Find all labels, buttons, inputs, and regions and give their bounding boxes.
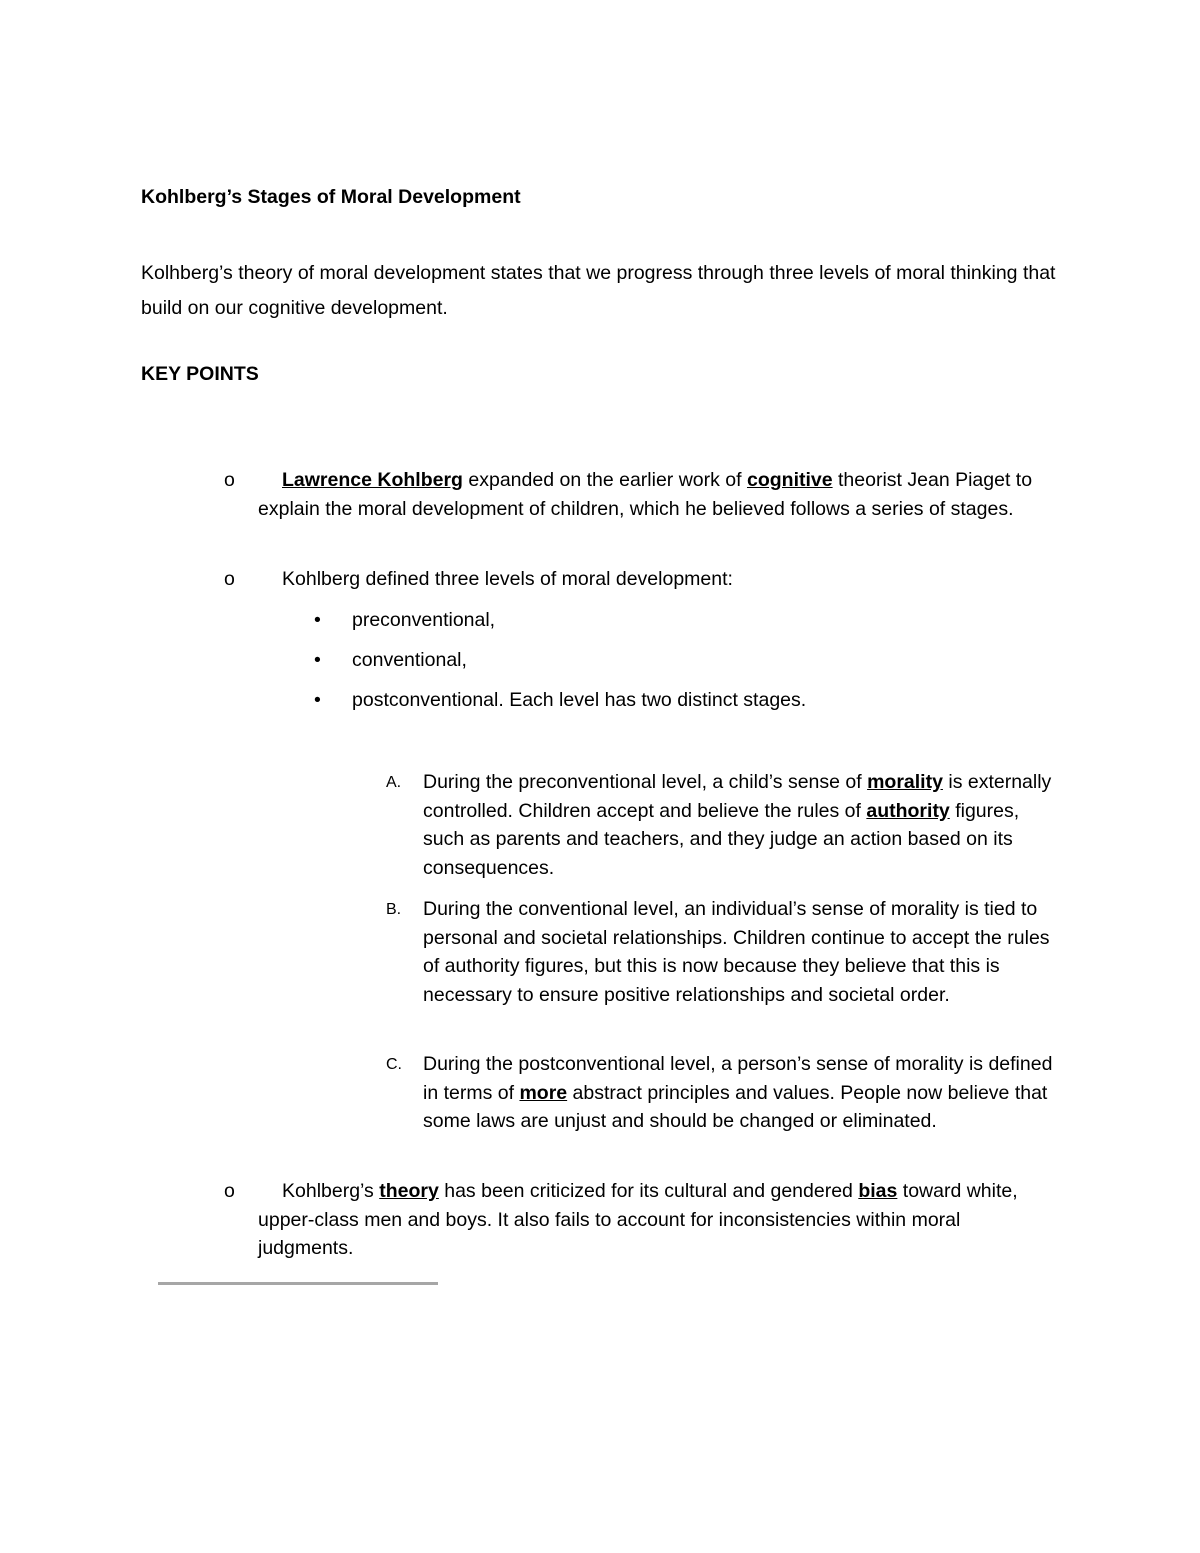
stage-text: During the postconventional level, a person’s sense of morality is defined in terms of [423,1053,1053,1104]
list-marker: o [224,469,235,491]
keyword-link[interactable]: theory [379,1180,439,1202]
list-marker: o [224,1180,235,1202]
list-item [314,646,1052,686]
stage-text: abstract principles and values. People now believe that some laws are unjust and should be changed or eliminated. [423,1081,1048,1133]
stage-text: figures, such as parents and teachers, and they judge an action based on its consequences. [423,799,1020,879]
bullet-icon: • [314,609,321,631]
keyword-link[interactable]: more [519,1081,568,1104]
stage-text: is externally controlled. Children accept and believe the rules of [423,771,1052,822]
stage-letter: B. [386,901,402,918]
key-point-3 [224,1177,1058,1263]
divider [158,1282,438,1285]
keyword-link[interactable]: authority [866,799,950,822]
level-label: conventional, [352,649,467,671]
bullet-icon: • [314,689,321,711]
key-point-text: toward white, upper-class men and boys. It also fails to account for inconsistencies within moral judgments. [258,1180,1018,1260]
stage-letter: A. [386,774,402,791]
bullet-icon: • [314,649,321,671]
key-point-1 [224,466,1058,523]
list-marker: o [224,568,235,590]
intro-paragraph: Kolhberg’s theory of moral development states that we progress through three levels of moral thinking that build on our cognitive development. [141,262,1056,319]
stage-item-b [386,895,1063,1009]
keyword-link[interactable]: bias [858,1180,898,1202]
key-point-text: expanded on the earlier work of [462,469,747,491]
stage-text: During the preconventional level, a child’s sense of [423,771,868,793]
stage-item-c [386,1050,1063,1136]
key-point-text: Kohlberg’s [282,1180,380,1202]
keyword-link[interactable]: Lawrence Kohlberg [282,469,463,491]
list-item [314,686,1052,726]
stage-item-a [386,768,1063,882]
levels-list [314,606,1052,726]
keyword-link[interactable]: morality [867,771,943,793]
key-point-text: theorist Jean Piaget to explain the moral development of children, which he believed follows a series of stages. [258,469,1033,520]
list-item [314,606,1052,646]
key-point-text: has been criticized for its cultural and gendered [438,1180,859,1202]
stage-text: During the conventional level, an individual’s sense of morality is tied to personal and societal relationships. Children continue to accept the rules of authority figures, but this is now because they believe that this is necessary to ensure positive relationships and societal order. [423,898,1050,1006]
level-label: preconventional, [352,609,496,631]
document-title: Kohlberg’s Stages of Moral Development [141,186,521,208]
level-label: postconventional. Each level has two distinct stages. [352,689,807,711]
stage-letter: C. [386,1056,402,1073]
key-point-text: Kohlberg defined three levels of moral development: [282,568,733,590]
keyword-link[interactable]: cognitive [746,469,833,491]
key-points-heading: KEY POINTS [141,363,259,385]
key-point-2 [224,565,1058,594]
